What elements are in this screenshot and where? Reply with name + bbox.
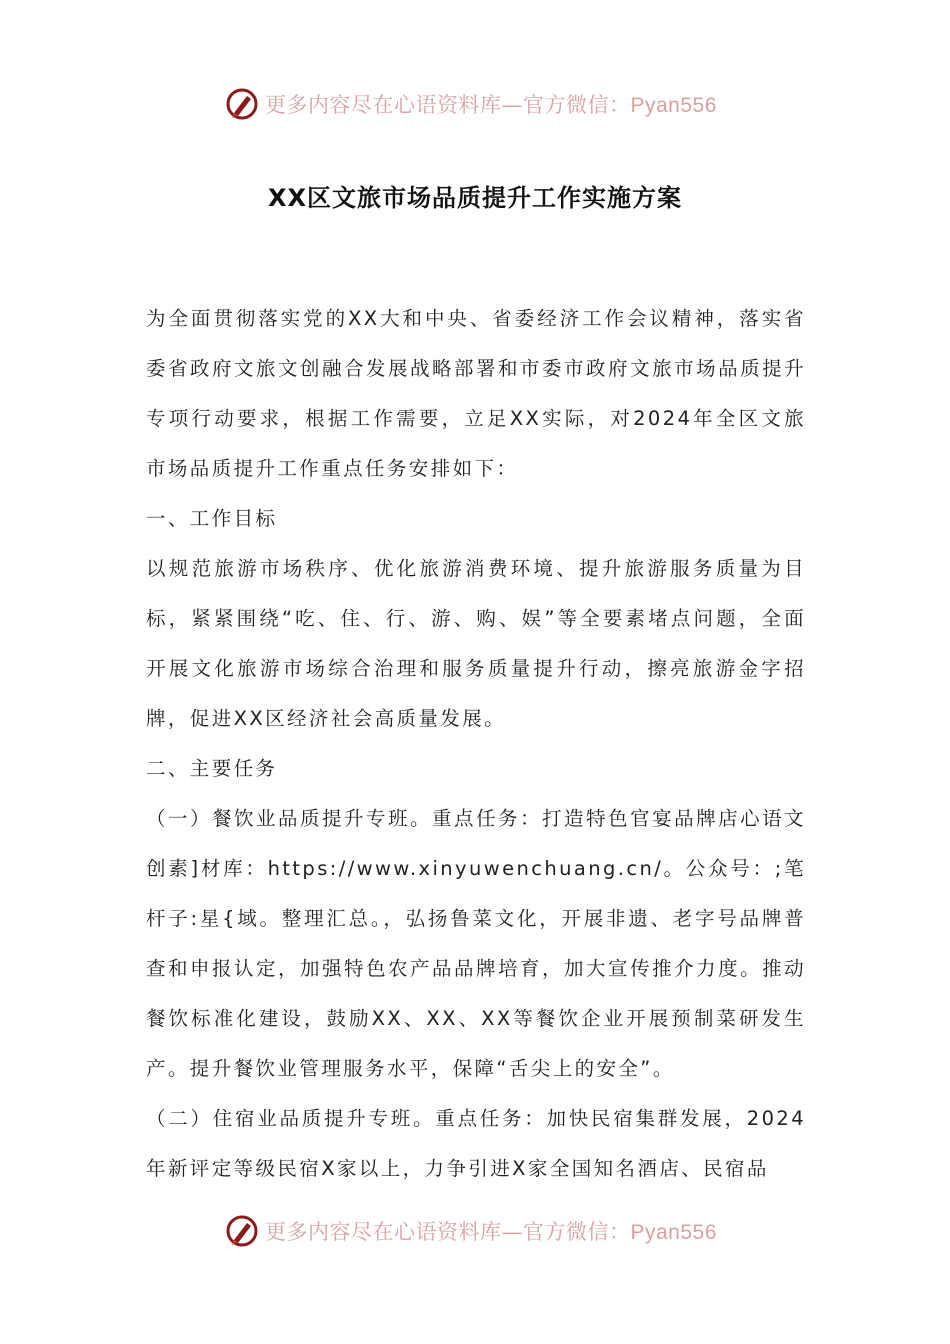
section-heading-goals: 一、工作目标 — [146, 507, 278, 530]
banner-label: 更多内容尽在心语资料库—官方微信： — [265, 1220, 631, 1244]
paragraph-task-catering: （一）餐饮业品质提升专班。重点任务：打造特色官宴品牌店心语文创素]材库：https://www.xinyuwenchuang.cn/。公众号：;笔杆子:星{域。整理汇总。，弘扬鲁菜文化，开展非遗、老字号品牌普查和申报认定，加强特色农产品品牌培育，加大宣传推介力度。推动餐饮标准化建设，鼓励XX、XX、XX等餐饮企业开展预制菜研发生产。提升餐饮业管理服务水平，保障“舌尖上的安全”。 — [146, 807, 806, 1080]
banner-text — [265, 89, 717, 119]
section-heading-tasks: 二、主要任务 — [146, 757, 278, 780]
footer-watermark-banner — [225, 1213, 745, 1249]
banner-wechat-id: Pyan556 — [630, 94, 717, 117]
document-title: XX区文旅市场品质提升工作实施方案 — [267, 184, 682, 212]
header-watermark-banner — [225, 86, 745, 122]
paragraph-intro: 为全面贯彻落实党的XX大和中央、省委经济工作会议精神，落实省委省政府文旅文创融合发展战略部署和市委市政府文旅市场品质提升专项行动要求，根据工作需要，立足XX实际，对2024年全区文旅市场品质提升工作重点任务安排如下： — [146, 307, 806, 480]
paragraph-goals: 以规范旅游市场秩序、优化旅游消费环境、提升旅游服务质量为目标，紧紧围绕“吃、住、行、游、购、娱”等全要素堵点问题，全面开展文化旅游市场综合治理和服务质量提升行动，擦亮旅游金字招牌，促进XX区经济社会高质量发展。 — [146, 557, 806, 730]
paragraph-task-lodging: （二）住宿业品质提升专班。重点任务：加快民宿集群发展，2024年新评定等级民宿X家以上，力争引进X家全国知名酒店、民宿品 — [146, 1107, 806, 1180]
banner-label: 更多内容尽在心语资料库—官方微信： — [265, 93, 631, 117]
pen-logo-icon — [225, 1214, 259, 1248]
pen-logo-icon — [225, 87, 259, 121]
banner-wechat-id: Pyan556 — [630, 1221, 717, 1244]
document-body — [146, 294, 806, 1194]
banner-text — [265, 1216, 717, 1246]
